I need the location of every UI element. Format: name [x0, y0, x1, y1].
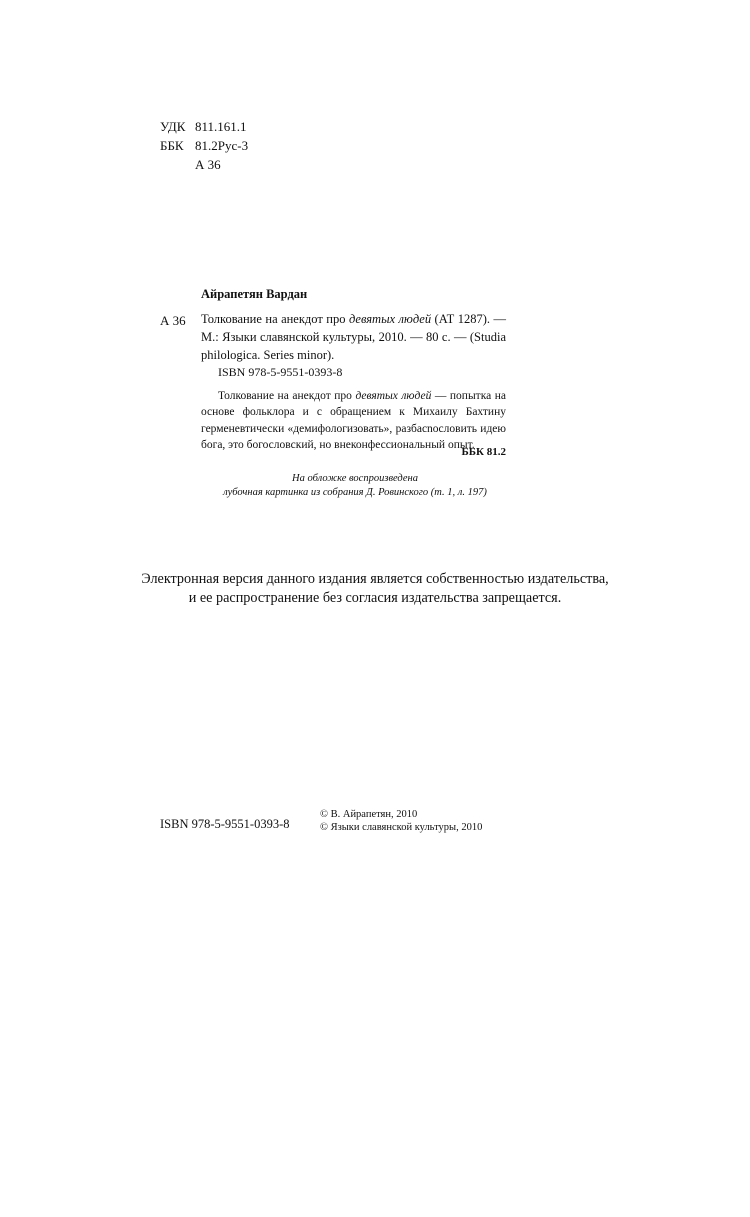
entry-author-mark: А 36 [160, 313, 186, 328]
copyright-publisher: © Языки славянской культуры, 2010 [320, 822, 483, 833]
title-text-end: (АТ 1287). — М.: Языки славянской культуры, 2010. — 80 с. — (Studia philologica. Series minor). [201, 312, 506, 362]
bibliographic-description [201, 310, 506, 364]
copyright-lines [320, 808, 482, 834]
cover-note-line-2: лубочная картинка из собрания Д. Ровинского (т. 1, л. 197) [223, 487, 487, 498]
bbk-label: ББК [160, 138, 184, 153]
annotation-text-start: Толкование на анекдот про [218, 390, 356, 402]
cover-note [180, 472, 530, 500]
udk-label: УДК [160, 119, 186, 134]
author-mark-row [160, 155, 248, 174]
bbk-value: 81.2Рус-3 [195, 138, 249, 153]
notice-line-2: и ее распространение без согласия издательства запрещается. [188, 590, 562, 606]
cover-note-line-1: На обложке воспроизведена [292, 473, 418, 484]
title-italic: девятых людей [348, 312, 432, 326]
entry-isbn: ISBN 978-5-9551-0393-8 [218, 365, 343, 379]
author-heading: Айрапетян Вардан [201, 287, 308, 301]
annotation-bbk: ББК 81.2 [461, 446, 506, 458]
udk-row [160, 117, 248, 136]
author-mark: А 36 [195, 157, 221, 172]
copyright-notice [100, 570, 650, 608]
annotation-italic: девятых людей [355, 390, 432, 402]
footer-isbn: ISBN 978-5-9551-0393-8 [160, 817, 290, 831]
copyright-author: © В. Айрапетян, 2010 [320, 809, 418, 820]
annotation-text-end: — попытка на основе фольклора и с обращением к Михаилу Бахтину герменевтически «демифологизовать», разбасnoсловить идею бога, это богословский, но внеконфессиональный опыт. [201, 390, 506, 451]
title-text-start: Толкование на анекдот про [201, 312, 349, 326]
classification-block [160, 117, 248, 174]
bbk-row [160, 136, 248, 155]
annotation [201, 388, 506, 453]
udk-value: 811.161.1 [195, 119, 247, 134]
notice-line-1: Электронная версия данного издания является собственностью издательства, [141, 571, 609, 587]
